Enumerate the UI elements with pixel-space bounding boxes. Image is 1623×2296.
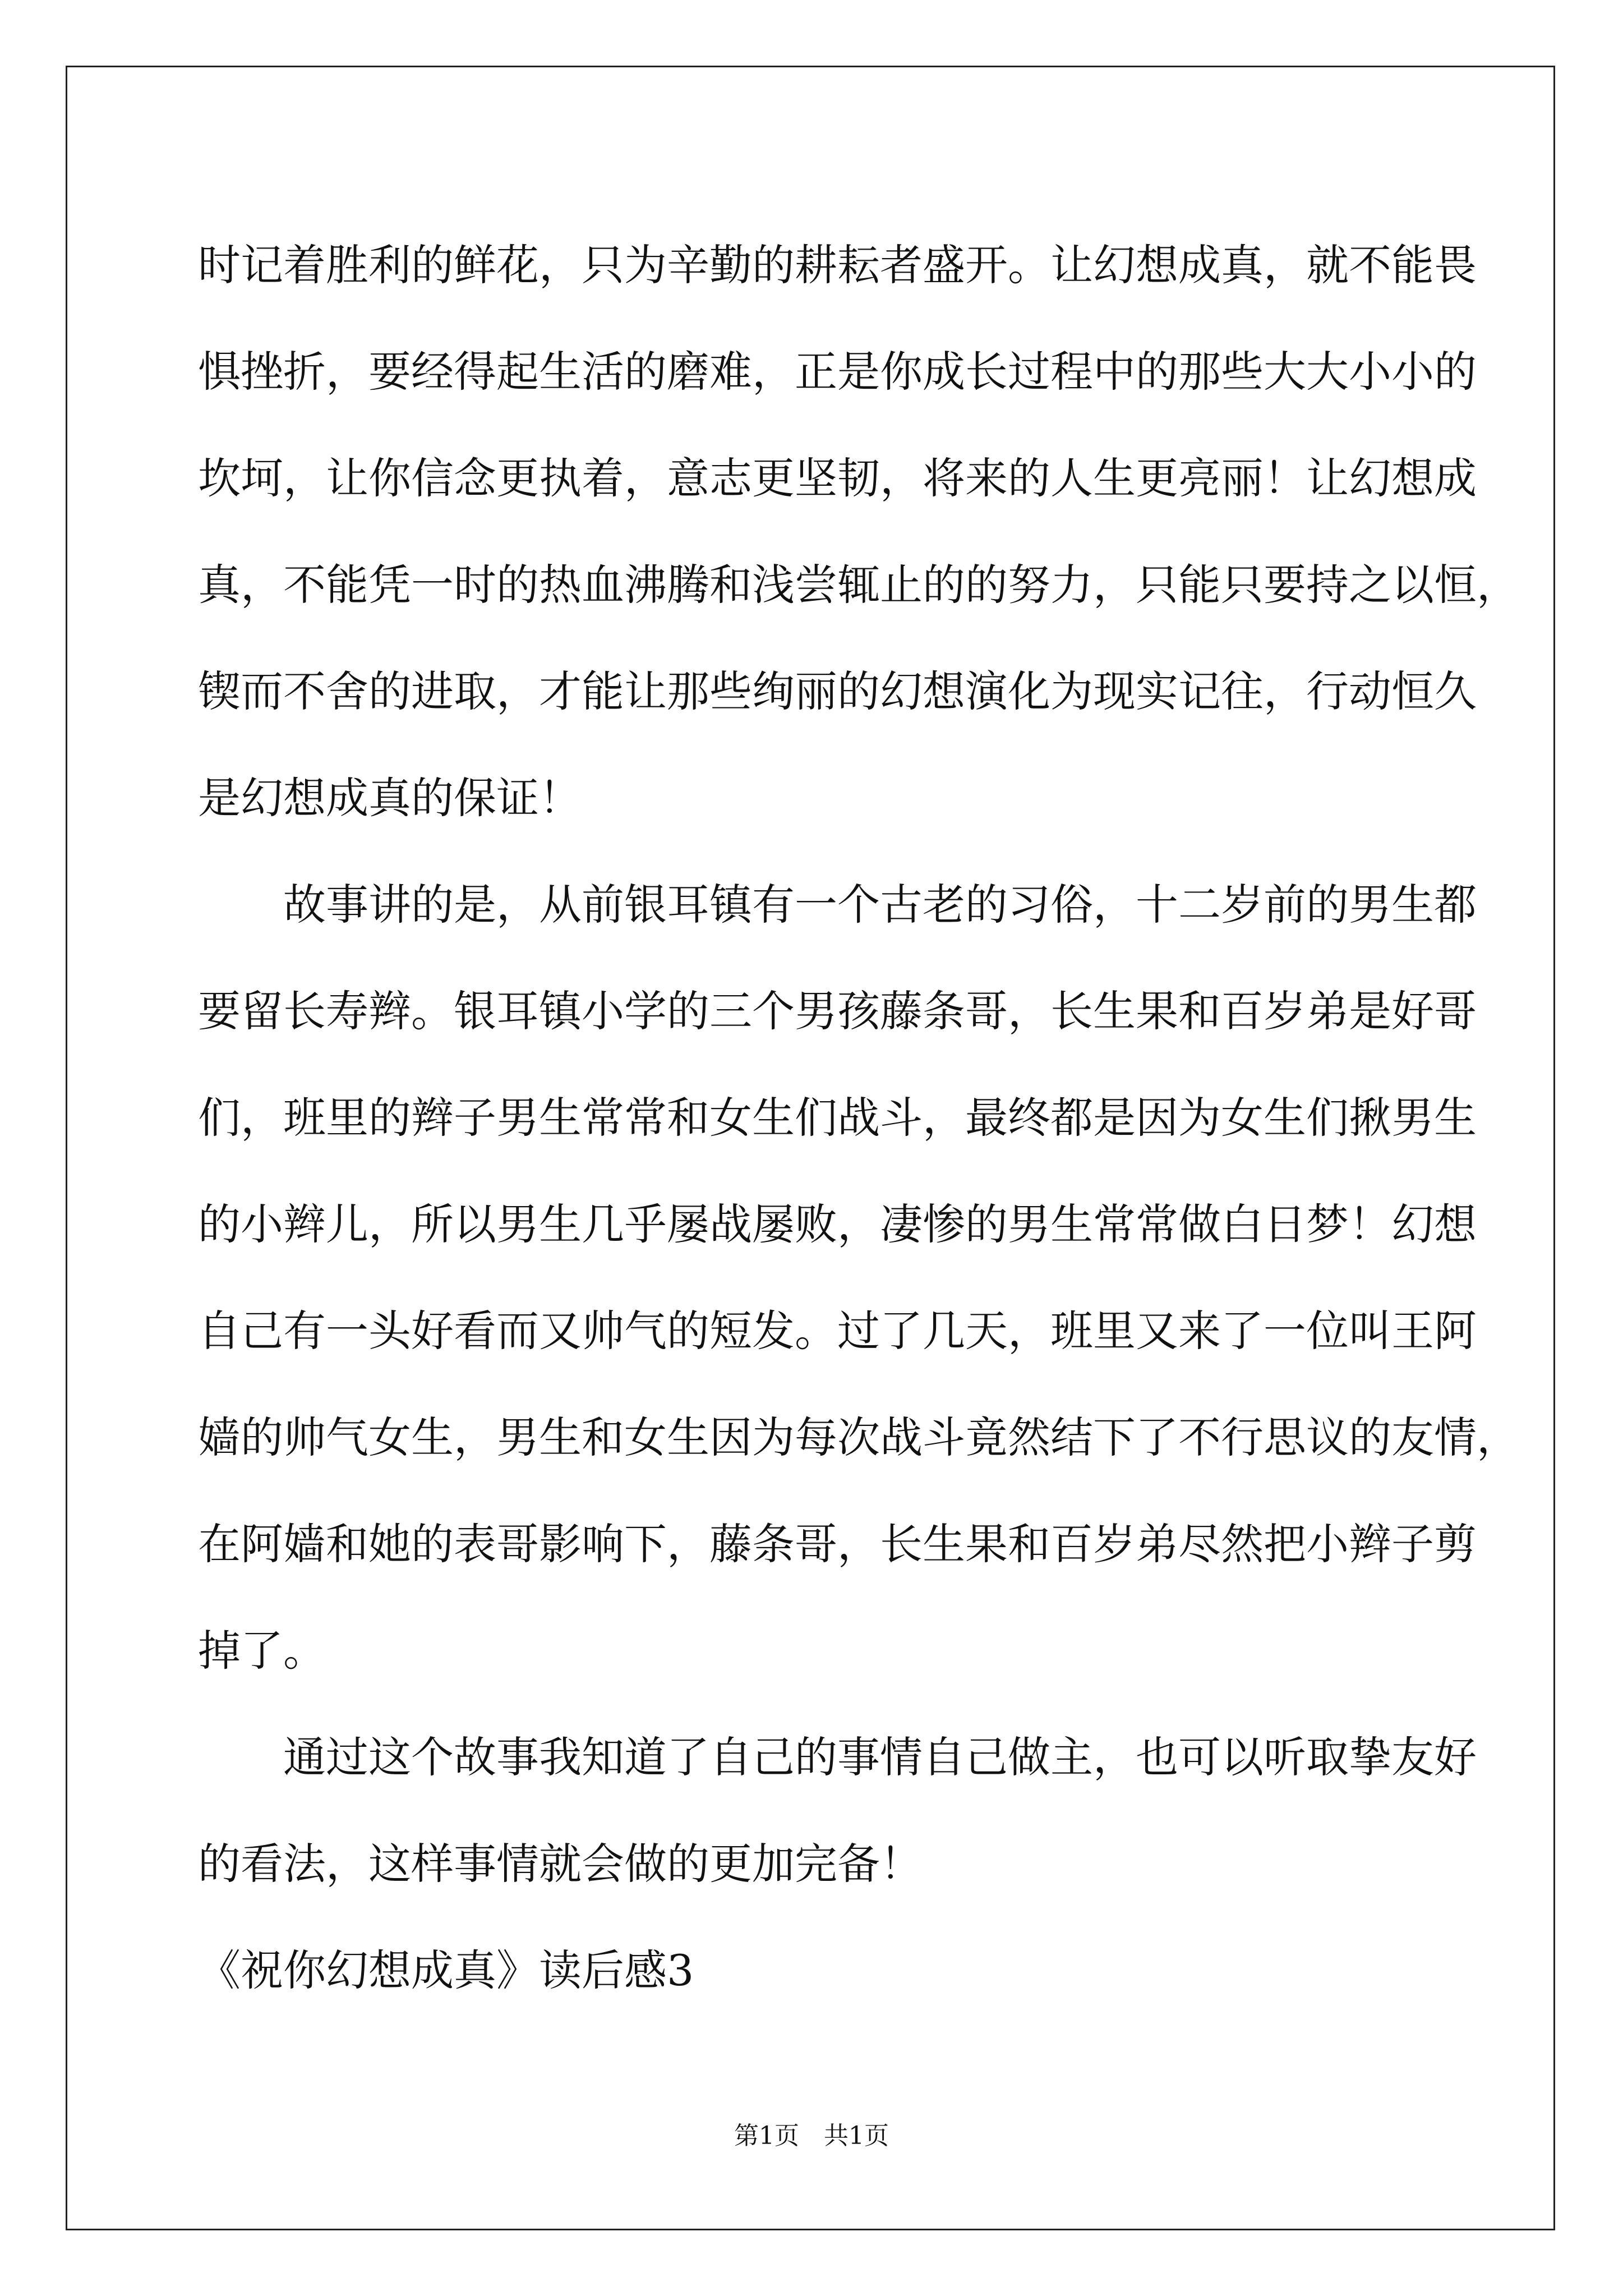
paragraph-line: 通过这个故事我知道了自己的事情自己做主，也可以听取挚友好 — [283, 1732, 1477, 1782]
paragraph-line: 惧挫折，要经得起生活的磨难，正是你成长过程中的那些大大小小的 — [198, 347, 1477, 397]
page-number-footer: 第1页 共1页 — [734, 2122, 889, 2150]
paragraph-line: 要留长寿辫。银耳镇小学的三个男孩藤条哥，长生果和百岁弟是好哥 — [198, 986, 1477, 1036]
paragraph-line: 嫱的帅气女生，男生和女生因为每次战斗竟然结下了不行思议的友情， — [198, 1412, 1519, 1462]
paragraph-line: 自己有一头好看而又帅气的短发。过了几天，班里又来了一位叫王阿 — [198, 1306, 1477, 1356]
paragraph-line: 真，不能凭一时的热血沸腾和浅尝辄止的的努力，只能只要持之以恒， — [198, 560, 1519, 610]
document-body — [198, 212, 1519, 2024]
paragraph-line: 坎坷，让你信念更执着，意志更坚韧，将来的人生更亮丽！让幻想成 — [198, 453, 1477, 503]
paragraph-line: 锲而不舍的进取，才能让那些绚丽的幻想演化为现实记往，行动恒久 — [198, 666, 1477, 716]
paragraph-line: 的看法，这样事情就会做的更加完备！ — [198, 1839, 923, 1889]
section-heading: 《祝你幻想成真》读后感3 — [198, 1945, 694, 1995]
paragraph-line: 时记着胜利的鲜花，只为辛勤的耕耘者盛开。让幻想成真，就不能畏 — [198, 240, 1477, 290]
paragraph-line: 是幻想成真的保证！ — [198, 773, 582, 823]
paragraph-line: 故事讲的是，从前银耳镇有一个古老的习俗，十二岁前的男生都 — [283, 880, 1477, 930]
paragraph-line: 的小辫儿，所以男生几乎屡战屡败，凄惨的男生常常做白日梦！幻想 — [198, 1199, 1477, 1249]
paragraph-line: 在阿嫱和她的表哥影响下，藤条哥，长生果和百岁弟尽然把小辫子剪 — [198, 1519, 1477, 1569]
paragraph-line: 掉了。 — [198, 1626, 326, 1676]
paragraph-line: 们，班里的辫子男生常常和女生们战斗，最终都是因为女生们揪男生 — [198, 1093, 1477, 1143]
